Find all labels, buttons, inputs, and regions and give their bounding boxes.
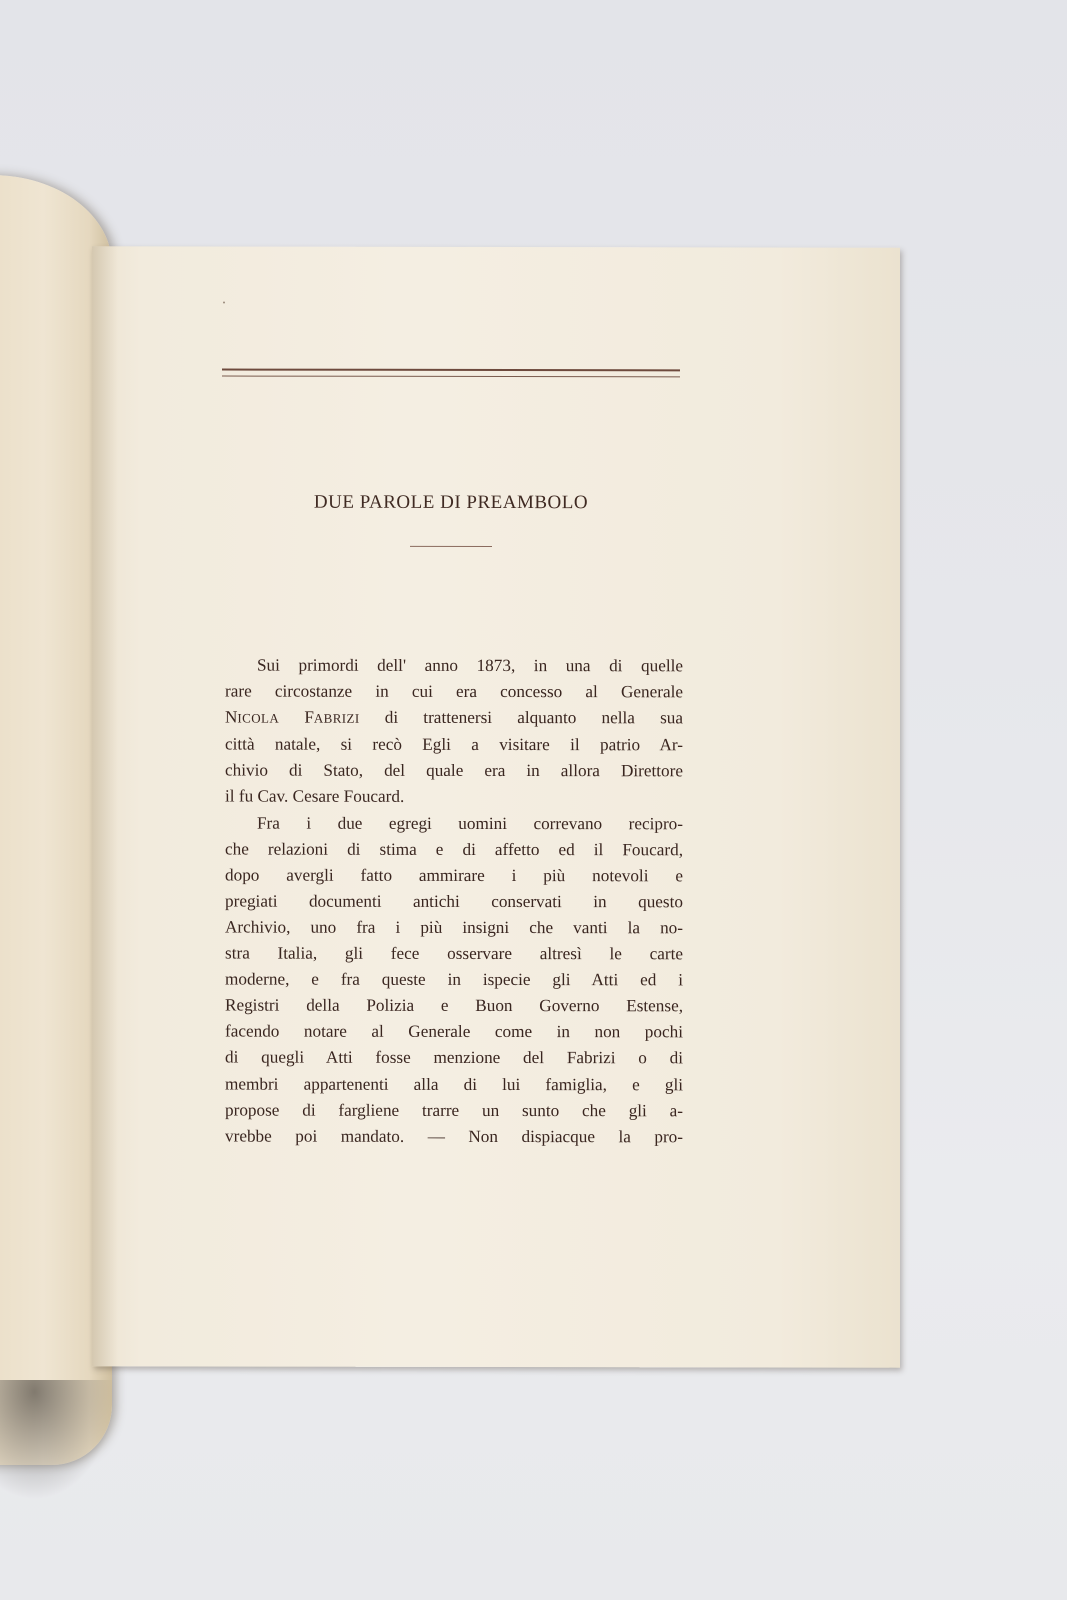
text-line: facendo notare al Generale come in non pochi: [225, 1021, 683, 1042]
text-line: Fra i due egregi uomini correvano recipro-: [257, 813, 683, 833]
header-rule-thin: [222, 376, 680, 378]
name-last-rest: ABRIZI: [313, 710, 360, 726]
text-line: membri appartenenti alla di lui famiglia, e gli: [225, 1074, 683, 1094]
text-line: città natale, si recò Egli a visitare il patrio Ar-: [225, 734, 683, 755]
text-line: rare circostanze in cui era concesso al Generale: [225, 681, 683, 702]
text-line: che relazioni di stima e di affetto ed il Foucard,: [225, 839, 683, 859]
text-line: Sui primordi dell' anno 1873, in una di quelle: [257, 655, 683, 676]
header-rule-thick: [222, 369, 680, 372]
text-line: Archivio, uno fra i più insigni che vanti la no-: [225, 917, 683, 938]
text-line-with-name: [225, 705, 683, 733]
paper-speck: [223, 302, 225, 304]
text-line: dopo avergli fatto ammirare i più notevoli e: [225, 865, 683, 886]
text-line-rest: di trattenersi alquanto nella sua: [384, 707, 684, 728]
text-line: Registri della Polizia e Buon Governo Estense,: [225, 995, 683, 1016]
gutter-shade: [92, 246, 118, 1366]
text-line: stra Italia, gli fece osservare altresì le carte: [225, 943, 683, 964]
name-last-initial: F: [304, 707, 314, 727]
text-line: vrebbe poi mandato. — Non dispiacque la pro-: [225, 1126, 683, 1147]
text-line: il fu Cav. Cesare Foucard.: [225, 786, 405, 807]
page-shadow: [0, 1380, 115, 1500]
text-line: propose di fargliene trarre un sunto che gli a-: [225, 1100, 683, 1120]
text-line: pregiati documenti antichi conservati in questo: [225, 891, 683, 912]
book-page: [92, 246, 900, 1367]
name-first-initial: N: [225, 707, 238, 727]
title-underline: [410, 546, 492, 547]
text-line: moderne, e fra queste in ispecie gli Atti ed i: [225, 969, 683, 990]
text-line: di quegli Atti fosse menzione del Fabrizi o di: [225, 1047, 683, 1068]
body-text: [225, 653, 683, 1151]
text-line: chivio di Stato, del quale era in allora Direttore: [225, 760, 683, 781]
name-first-rest: ICOLA: [237, 710, 280, 726]
chapter-title: DUE PAROLE DI PREAMBOLO: [313, 491, 589, 514]
